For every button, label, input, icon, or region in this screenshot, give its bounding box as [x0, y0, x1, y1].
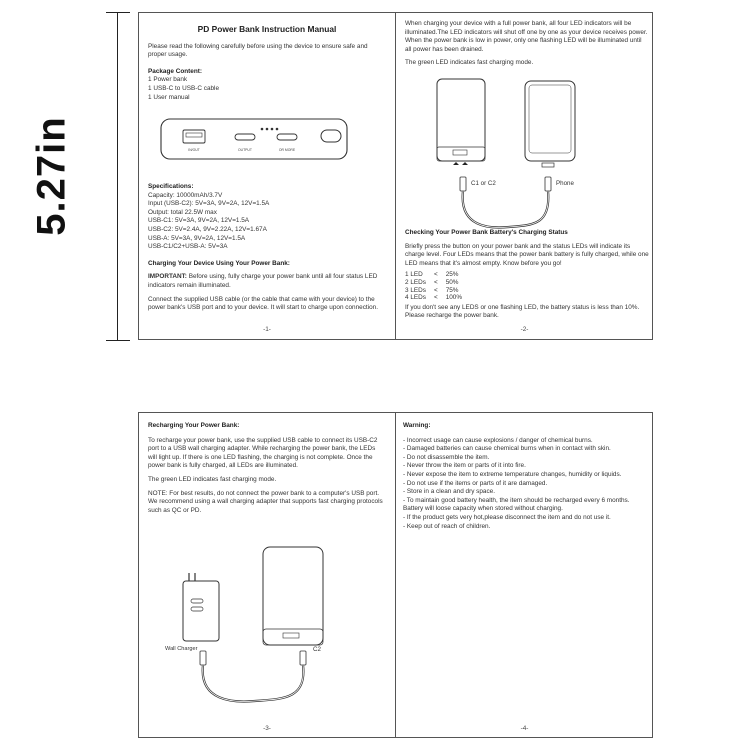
led-count: 2 LEDs: [405, 278, 426, 286]
page-number-1: -1-: [263, 326, 271, 333]
warning-item: - If the product gets very hot,please disconnect the item and do not use it.: [403, 513, 611, 521]
manual-sheet-bottom: [138, 412, 653, 738]
status-text: Briefly press the button on your power bank and the status LEDs will indicate its charge level. Four LEDs means that the power bank battery is fully charged, while one LED means that it's almost empty. Know before you go!: [405, 242, 649, 267]
note-text: NOTE: For best results, do not connect the power bank to a computer's USB port. We recommend using a wall charging adapter that supports fast charging protocols such as QC or PD.: [148, 489, 383, 514]
full-bank-text: When charging your device with a full power bank, all four LED indicators will be illuminated.The LED indicators will shut off one by one as your device receives power. When the power bank is low in power, only one flashing LED will be illuminated until all power has been drained.: [405, 20, 648, 53]
page-number-4: -4-: [520, 725, 529, 732]
warning-item: - Keep out of reach of children.: [403, 522, 491, 530]
no-led-text: If you don't see any LEDS or one flashing LED, the battery status is less than 10%. Please recharge the power bank.: [405, 303, 640, 320]
package-heading: Package Content:: [148, 67, 202, 75]
phone-label: Phone: [556, 180, 574, 187]
important-text: Before using, fully charge your power bank until all four status LED indicators remain illuminated.: [148, 273, 378, 289]
c2-label: C2: [313, 646, 321, 653]
port-label-in-out: IN/OUT: [188, 148, 200, 152]
warning-item: - Damaged batteries can cause chemical burns when in contact with skin.: [403, 445, 611, 453]
status-heading: Checking Your Power Bank Battery's Charging Status: [405, 229, 568, 236]
recharge-heading: Recharging Your Power Bank:: [148, 422, 240, 429]
fast-charge-note: The green LED indicates fast charging mode.: [405, 59, 534, 67]
led-count: 1 LED: [405, 271, 423, 279]
page-2: [405, 20, 649, 68]
led-status-table: [405, 271, 470, 301]
important-label: IMPORTANT:: [148, 273, 187, 281]
warning-item: - Never throw the item or parts of it into fire.: [403, 462, 526, 470]
led-percent: 75%: [445, 286, 459, 294]
page-number-3: -3-: [263, 725, 271, 732]
led-count: 4 LEDs: [405, 294, 426, 302]
page-divider: [395, 13, 396, 339]
warning-item: - Do not disassemble the item.: [403, 453, 490, 461]
led-sign: <: [433, 278, 438, 286]
spec-line: USB-C1/C2+USB-A: 5V=3A: [148, 243, 228, 251]
spec-line: USB-C1: 5V=3A, 9V=2A, 12V=1.5A: [148, 217, 250, 225]
page-number-2: -2-: [520, 326, 529, 333]
specs-heading: Specifications:: [148, 183, 194, 190]
led-row: [405, 271, 470, 279]
manual-sheet-top: [138, 12, 653, 340]
package-item: 1 User manual: [148, 93, 190, 101]
led-sign: <: [433, 294, 438, 302]
spec-line: Input (USB-C2): 5V=3A, 9V=2A, 12V=1.5A: [148, 200, 270, 208]
led-sign: <: [433, 286, 438, 294]
charging-heading: Charging Your Device Using Your Power Bank:: [148, 259, 290, 267]
page-4: [403, 422, 649, 531]
dimension-label: 5.27in: [29, 116, 74, 236]
page-1-lower: [148, 183, 388, 313]
manual-title: PD Power Bank Instruction Manual: [197, 24, 337, 34]
spec-line: USB-C2: 5V=2.4A, 9V=2.22A, 12V=1.67A: [148, 225, 267, 233]
led-count: 3 LEDs: [405, 286, 426, 294]
package-item: 1 USB-C to USB-C cable: [148, 84, 220, 92]
port-label-or-more: OR MORE: [278, 148, 296, 152]
page-2-lower: [405, 229, 649, 321]
warning-item: - Store in a clean and dry space.: [403, 488, 496, 496]
warning-heading: Warning:: [403, 422, 431, 429]
spec-line: Output: total 22.5W max: [148, 208, 217, 216]
spec-line: Capacity: 10000mAh/3.7V: [148, 191, 223, 199]
led-row: [405, 294, 470, 302]
page-divider: [395, 413, 396, 737]
intro-text: Please read the following carefully before using the device to ensure safe and proper usage.: [148, 42, 368, 59]
important-note: [148, 273, 388, 290]
warning-item: - Do not use if the items or parts of it are damaged.: [403, 479, 548, 487]
port-label-output: OUTPUT: [238, 148, 252, 152]
warning-item: - To maintain good battery health, the item should be recharged every 6 months. Battery will loose capacity when stored without charging.: [403, 496, 630, 513]
wall-charger-illustration: [163, 543, 343, 703]
warning-list: [403, 437, 649, 532]
led-sign: <: [433, 271, 438, 279]
page-1: [148, 25, 386, 102]
led-percent: 100%: [445, 294, 463, 302]
dimension-line: [117, 12, 118, 340]
recharge-text: To recharge your power bank, use the supplied USB cable to connect its USB-C2 port to a USB wall charging adapter. While recharging the power bank, the LEDs will light up. If there is one LED flashing, the charging is not complete. Once the power bank is fully charged, all LEDs are illuminated.: [148, 436, 378, 470]
warning-item: - Never expose the item to extreme temperature changes, humidity or liquids.: [403, 470, 622, 478]
led-percent: 25%: [445, 271, 459, 279]
connect-text: Connect the supplied USB cable (or the cable that came with your device) to the power bank's USB port and to your device. It will start to charge upon connection.: [148, 295, 378, 312]
package-item: 1 Power bank: [148, 76, 188, 84]
spec-line: USB-A: 5V=3A, 9V=2A, 12V=1.5A: [148, 234, 246, 242]
power-bank-phone-illustration: [429, 77, 589, 237]
warning-item: - Incorrect usage can cause explosions / danger of chemical burns.: [403, 436, 593, 444]
wall-charger-label: Wall Charger: [165, 646, 198, 652]
dimension-tick-bottom: [106, 340, 130, 341]
led-row: [405, 287, 470, 295]
fast-charge-note: The green LED indicates fast charging mode.: [148, 475, 277, 483]
led-row: [405, 279, 470, 287]
dimension-tick-top: [106, 12, 130, 13]
led-percent: 50%: [445, 278, 459, 286]
power-bank-side-illustration: [159, 117, 349, 161]
page-3: [148, 422, 384, 515]
c1-c2-label: C1 or C2: [471, 180, 496, 187]
